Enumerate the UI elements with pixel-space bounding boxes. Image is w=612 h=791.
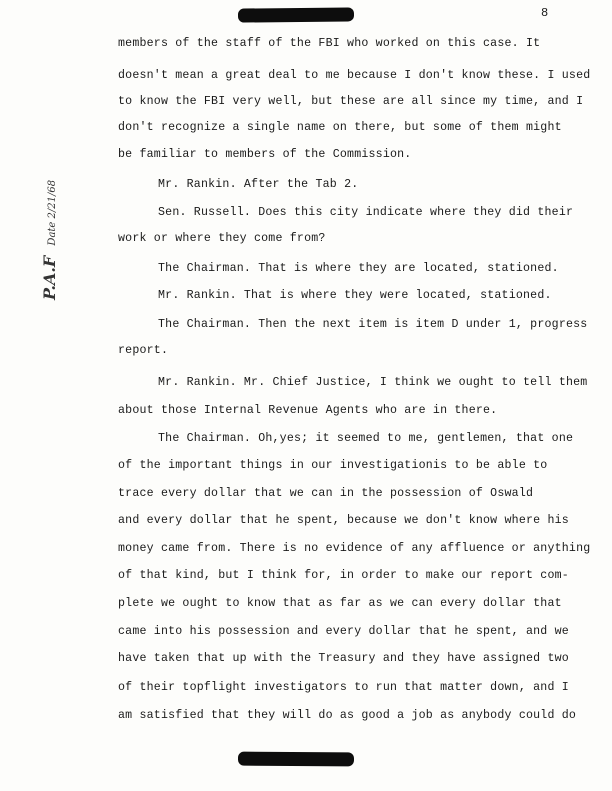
page-number: 8 — [541, 6, 549, 20]
text-line: members of the staff of the FBI who worked on this case. It — [118, 37, 541, 50]
text-line: Mr. Rankin. Mr. Chief Justice, I think we ought to tell them — [158, 376, 588, 389]
text-line: The Chairman. Oh,yes; it seemed to me, gentlemen, that one — [158, 432, 574, 445]
text-line: be familiar to members of the Commission. — [118, 148, 412, 161]
text-line: of that kind, but I think for, in order to make our report com- — [118, 569, 569, 582]
text-line: to know the FBI very well, but these are all since my time, and I — [118, 95, 584, 108]
text-line: money came from. There is no evidence of any affluence or anything — [118, 542, 591, 555]
text-line: doesn't mean a great deal to me because I don't know these. I used — [118, 69, 591, 82]
text-line: of their topflight investigators to run that matter down, and I — [118, 681, 569, 694]
margin-date: Date 2/21/68 — [47, 179, 58, 246]
text-line: report. — [118, 344, 169, 357]
text-line: Mr. Rankin. That is where they were located, stationed. — [158, 289, 552, 302]
text-line: about those Internal Revenue Agents who are in there. — [118, 404, 498, 417]
margin-signature: P.A.F — [40, 255, 59, 300]
text-line: Mr. Rankin. After the Tab 2. — [158, 178, 359, 191]
text-line: came into his possession and every dollar that he spent, and we — [118, 625, 569, 638]
text-line: don't recognize a single name on there, but some of them might — [118, 121, 562, 134]
redaction-bar-top — [238, 7, 354, 22]
text-line: The Chairman. That is where they are located, stationed. — [158, 262, 559, 275]
redaction-bar-bottom — [238, 752, 354, 767]
text-line: work or where they come from? — [118, 232, 326, 245]
text-line: have taken that up with the Treasury and they have assigned two — [118, 652, 569, 665]
text-line: Sen. Russell. Does this city indicate where they did their — [158, 206, 574, 219]
text-line: trace every dollar that we can in the possession of Oswald — [118, 487, 534, 500]
text-line: am satisfied that they will do as good a job as anybody could do — [118, 709, 577, 722]
text-line: plete we ought to know that as far as we can every dollar that — [118, 597, 562, 610]
text-line: and every dollar that he spent, because we don't know where his — [118, 514, 569, 527]
text-line: of the important things in our investigationis to be able to — [118, 459, 548, 472]
margin-annotation — [40, 180, 59, 300]
text-line: The Chairman. Then the next item is item D under 1, progress — [158, 318, 588, 331]
